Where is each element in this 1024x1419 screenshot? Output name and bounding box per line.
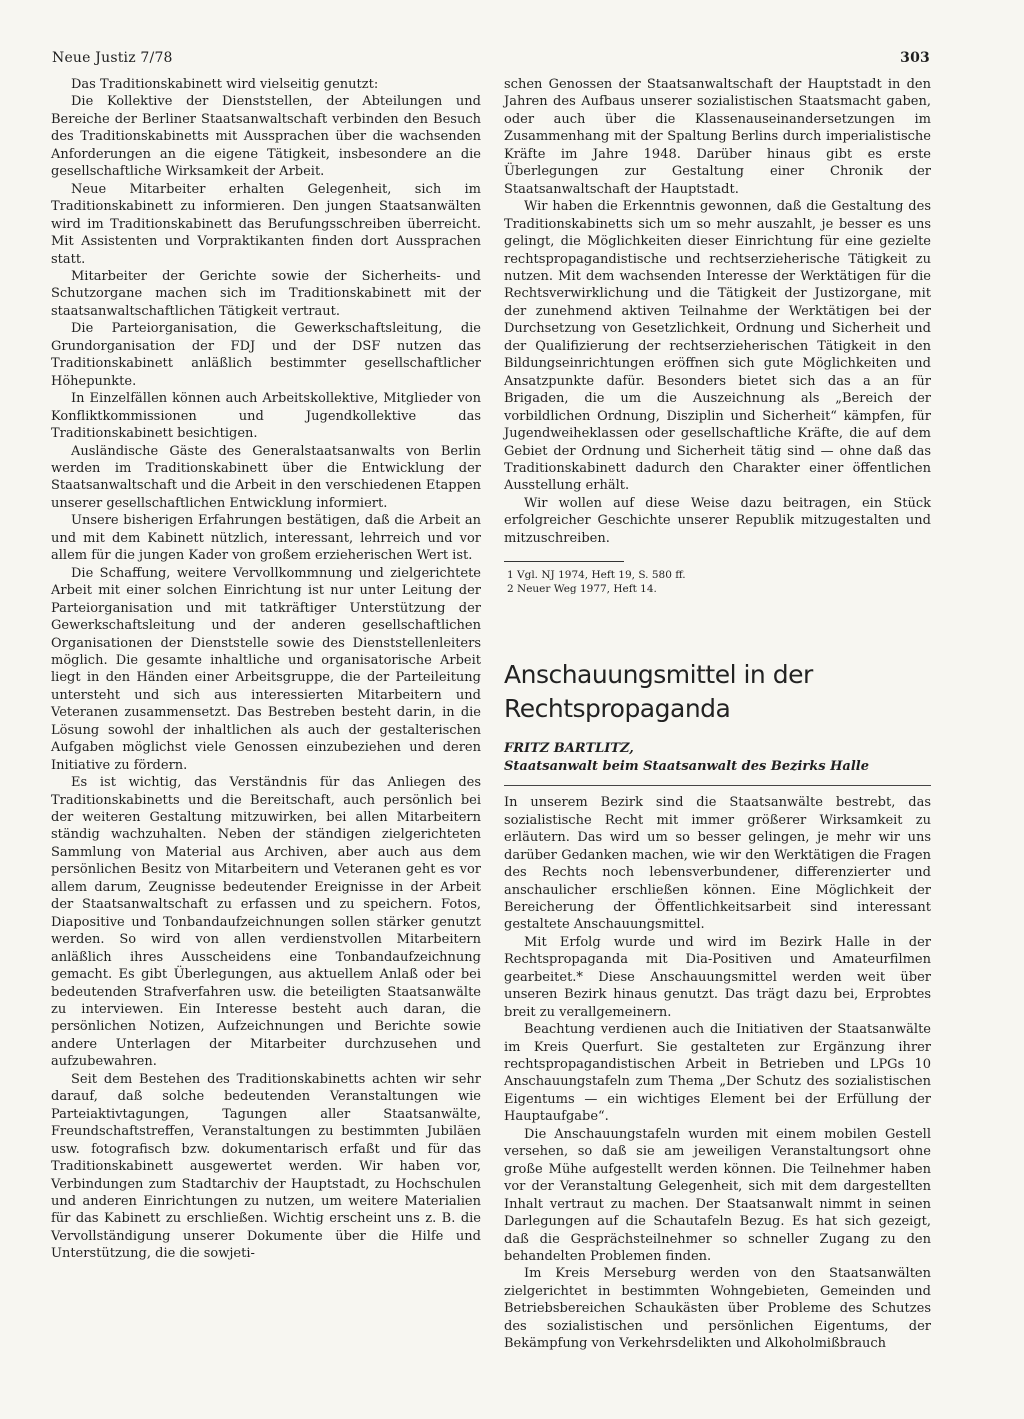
journal-header: Neue Justiz 7/78 [52,50,173,66]
paragraph: Neue Mitarbeiter erhalten Gelegenheit, sich im Traditionskabinett zu informieren. Den jungen Staatsanwälten wird im Traditionskabinett das Berufungsschreiben überreicht. Mit Assistenten und Vorpraktikanten finden dort Aussprachen statt. [51,181,481,267]
article-title-line: Rechtspropaganda [504,694,731,724]
paragraph: Mit Erfolg wurde und wird im Bezirk Halle in der Rechtspropaganda mit Dia-Positiven und Amateurfilmen gearbeitet.* Diese Anschauungsmittel werden weit über unseren Bezirk hinaus genutzt. Das trägt dazu bei, Erprobtes breit zu verallgemeinern. [504,934,931,1020]
paragraph: Seit dem Bestehen des Traditionskabinetts achten wir sehr darauf, daß solche bedeutenden Veranstaltungen wie Parteiaktivtagungen, Tagungen aller Staatsanwälte, Freundschaftstreffen, Veranstaltungen zu bestimmten Jubiläen usw. fotografisch bzw. dokumentarisch erfaßt und für das Traditionskabinett ausgewertet werden. Wir haben vor, Verbindungen zum Stadtarchiv der Hauptstadt, zu Hochschulen und anderen Einrichtungen zu nutzen, um weitere Materialien für das Kabinett zu erschließen. Wichtig erscheint uns z. B. die Vervollständigung unserer Dokumente über die Hilfe und Unterstützung, die die sowjeti- [51,1071,481,1262]
paragraph: Wir wollen auf diese Weise dazu beitragen, ein Stück erfolgreicher Geschichte unserer Republik mitzugestalten und mitzuschreiben. [504,495,931,546]
paragraph: Beachtung verdienen auch die Initiativen der Staatsanwälte im Kreis Querfurt. Sie gestalteten zur Ergänzung ihrer rechtspropagandistischen Arbeit in Betrieben und LPGs 10 Anschauungstafeln zum Thema „Der Schutz des sozialistischen Eigentums — ein wichtiges Element bei der Erfüllung der Hauptaufgabe“. [504,1022,931,1125]
paragraph: Mitarbeiter der Gerichte sowie der Sicherheits- und Schutzorgane machen sich im Traditionskabinett mit der staatsanwaltschaftlichen Tätigkeit vertraut. [51,268,481,319]
paragraph: Die Schaffung, weitere Vervollkommnung und zielgerichtete Arbeit mit einer solchen Einrichtung ist nur unter Leitung der Parteiorganisation und mit tatkräftiger Unterstützung der Gewerkschaftsleitung und der anderen gesellschaftlichen Organisationen der Dienststelle sowie des Dienststellenleiters möglich. Die gesamte inhaltliche und organisatorische Arbeit liegt in den Händen einer Arbeitsgruppe, die der Parteileitung untersteht und sich aus interessierten Mitarbeitern und Veteranen zusammensetzt. Das Bestreben besteht darin, in die Lösung sowohl der inhaltlichen als auch der gestalterischen Aufgaben möglichst viele Genossen einzubeziehen und deren Initiative zu fördern. [51,565,481,773]
paragraph: Wir haben die Erkenntnis gewonnen, daß die Gestaltung des Traditionskabinetts sich um so mehr auszahlt, je besser es uns gelingt, die Möglichkeiten dieser Einrichtung für eine gezielte rechtspropagandistische und rechtserzieherische Tätigkeit zu nutzen. Mit dem wachsenden Interesse der Werktätigen für die Rechtsverwirklichung und die Tätigkeit der Justizorgane, mit der zunehmend aktiven Teilnahme der Werktätigen bei der Durchsetzung von Gesetzlichkeit, Ordnung und Sicherheit und der Qualifizierung der rechtserzieherischen Tätigkeit in den Bildungseinrichtungen eröffnen sich gute Möglichkeiten und Ansatzpunkte dafür. Besonders bietet sich das a an für Brigaden, die um die Auszeichnung als „Bereich der vorbildlichen Ordnung, Disziplin und Sicherheit“ kämpfen, für Jugendweiheklassen oder gesellschaftliche Kräfte, die auf dem Gebiet der Ordnung und Sicherheit tätig sind — ohne daß das Traditionskabinett dadurch den Charakter einer öffentlichen Ausstellung erhält. [504,199,931,494]
paragraph: schen Genossen der Staatsanwaltschaft der Hauptstadt in den Jahren des Aufbaus unserer sozialistischen Staatsmacht gaben, oder auch über die Klassenauseinandersetzungen im Zusammenhang mit der Spaltung Berlins durch imperialistische Kräfte im Jahre 1948. Darüber hinaus gibt es erste Überlegungen zur Gestaltung einer Chronik der Staatsanwaltschaft der Hauptstadt. [504,77,931,197]
paragraph: Unsere bisherigen Erfahrungen bestätigen, daß die Arbeit an und mit dem Kabinett nützlich, interessant, lehrreich und vor allem für die jungen Kader von großem erzieherischen Wert ist. [51,513,481,564]
author-role: Staatsanwalt beim Staatsanwalt des Bezirks Halle [504,759,869,775]
paragraph: Das Traditionskabinett wird vielseitig genutzt: [71,77,379,92]
author-name: FRITZ BARTLITZ, [504,741,634,757]
paragraph: In Einzelfällen können auch Arbeitskollektive, Mitglieder von Konfliktkommissionen und Jugendkollektive das Traditionskabinett besichtigen. [51,391,481,442]
paragraph: In unserem Bezirk sind die Staatsanwälte bestrebt, das sozialistische Recht mit immer größerer Wirksamkeit zu erläutern. Das wird um so besser gelingen, je mehr wir uns darüber Gedanken machen, wie wir den Werktätigen die Fragen des Rechts noch lebensverbundener, differenzierter und anschaulicher erschließen können. Eine Möglichkeit der Bereicherung der Öffentlichkeitsarbeit sind interessant gestaltete Anschauungsmittel. [504,795,931,933]
article-title [504,658,931,726]
right-column [504,76,931,1353]
left-column [51,76,481,1263]
footnote: 1 Vgl. NJ 1974, Heft 19, S. 580 ff. [507,569,686,582]
paragraph: Die Anschauungstafeln wurden mit einem mobilen Gestell versehen, so daß sie am jeweiligen Veranstaltungsort ohne große Mühe aufgestellt werden können. Die Teilnehmer haben vor der Veranstaltung Gelegenheit, sich mit dem dargestellten Inhalt vertraut zu machen. Der Staatsanwalt nimmt in seinen Darlegungen auf die Schautafeln Bezug. Es hat sich gezeigt, daß die Gesprächsteilnehmer so schneller Zugang zu den behandelten Problemen finden. [504,1126,931,1265]
paragraph: Die Kollektive der Dienststellen, der Abteilungen und Bereiche der Berliner Staatsanwaltschaft verbinden den Besuch des Traditionskabinetts mit Aussprachen über die wachsenden Anforderungen an die eigene Tätigkeit, insbesondere an die gesellschaftliche Wirksamkeit der Arbeit. [51,94,481,180]
paragraph: Ausländische Gäste des Generalstaatsanwalts von Berlin werden im Traditionskabinett über die Entwicklung der Staatsanwaltschaft und die Arbeit in den verschiedenen Etappen unserer gesellschaftlichen Entwicklung informiert. [51,443,481,511]
paragraph: Die Parteiorganisation, die Gewerkschaftsleitung, die Grundorganisation der FDJ und der DSF nutzen das Traditionskabinett anläßlich bestimmter gesellschaftlicher Höhepunkte. [51,321,481,389]
footnote: 2 Neuer Weg 1977, Heft 14. [507,583,657,596]
article-title-line: Anschauungsmittel in der [504,660,813,690]
footnote-divider [504,561,624,562]
page-number: 303 [900,50,930,66]
byline-divider [504,785,931,786]
paragraph: Es ist wichtig, das Verständnis für das Anliegen des Traditionskabinetts und die Bereitschaft, auch persönlich bei der weiteren Gestaltung mitzuwirken, bei allen Mitarbeitern ständig wachzuhalten. Neben der ständigen zielgerichteten Sammlung von Material aus Archiven, aber auch aus dem persönlichen Besitz von Mitarbeitern und Veteranen geht es vor allem darum, Zeugnisse bedeutender Ereignisse in der Arbeit der Staatsanwaltschaft zu erfassen und zu speichern. Fotos, Diapositive und Tonbandaufzeichnungen sollen stärker genutzt werden. So wird von allen verdienstvollen Mitarbeitern anläßlich ihres Ausscheidens eine Tonbandaufzeichnung gemacht. Es gibt Überlegungen, aus aktuellem Anlaß oder bei bedeutenden Strafverfahren usw. die beteiligten Staatsanwälte zu interviewen. Ein Interesse besteht auch daran, die persönlichen Notizen, Aufzeichnungen und Berichte sowie andere Unterlagen der Mitarbeiter durchzusehen und aufzubewahren. [51,775,481,1070]
paragraph: Im Kreis Merseburg werden von den Staatsanwälten zielgerichtet in bestimmten Wohngebieten, Gemeinden und Betriebsbereichen Schaukästen über Probleme des Schutzes des sozialistischen und persönlichen Eigentums, der Bekämpfung von Verkehrsdelikten und Alkoholmißbrauch [504,1266,931,1352]
